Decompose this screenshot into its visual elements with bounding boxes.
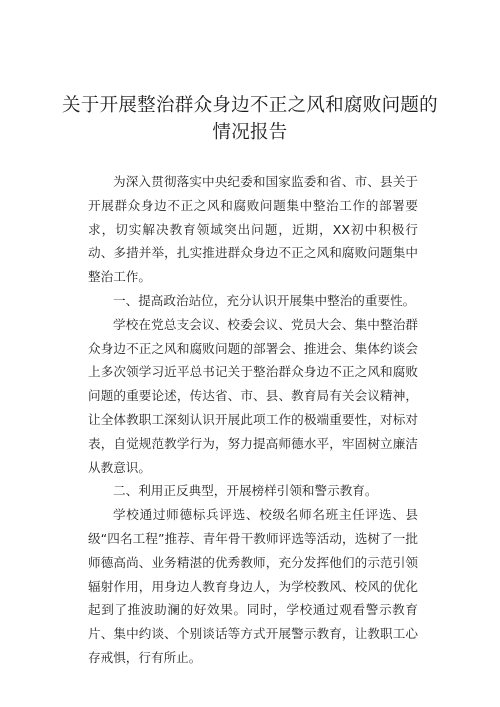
section-heading-1: 一、提高政治站位，充分认识开展集中整治的重要性。	[113, 292, 416, 308]
document-body	[88, 170, 418, 670]
paragraph-intro: 为深入贯彻落实中央纪委和国家监委和省、市、县关于开展群众身边不正之风和腐败问题集中整治工作的部署要求，切实解决教育领域突出问题，近期，XX初中积极行动、多措并举，扎实推进群众身边不正之风和腐败问题集中整治工作。	[88, 174, 418, 285]
paragraph-section-2: 学校通过师德标兵评选、校级名师名班主任评选、县级“四名工程”推荐、青年骨干教师评选等活动，选树了一批师德高尚、业务精湛的优秀教师，充分发挥他们的示范引领辐射作用，用身边人教育身边人，为学校教风、校风的优化起到了推波助澜的好效果。同时，学校通过观看警示教育片、集中约谈、个别谈话等方式开展警示教育，让教职工心存戒惧，行有所止。	[88, 507, 418, 665]
document-title: 关于开展整治群众身边不正之风和腐败问题的情况报告	[61, 95, 438, 143]
section-heading-2: 二、利用正反典型，开展榜样引领和警示教育。	[113, 483, 378, 499]
paragraph-section-1: 学校在党总支会议、校委会议、党员大会、集中整治群众身边不正之风和腐败问题的部署会、推进会、集体约谈会上多次领学习近平总书记关于整治群众身边不正之风和腐败问题的重要论述，传达省、市、县、教育局有关会议精神，让全体教职工深刻认识开展此项工作的极端重要性，对标对表，自觉规范教学行为，努力提高师德水平，牢固树立廉洁从教意识。	[88, 316, 418, 475]
